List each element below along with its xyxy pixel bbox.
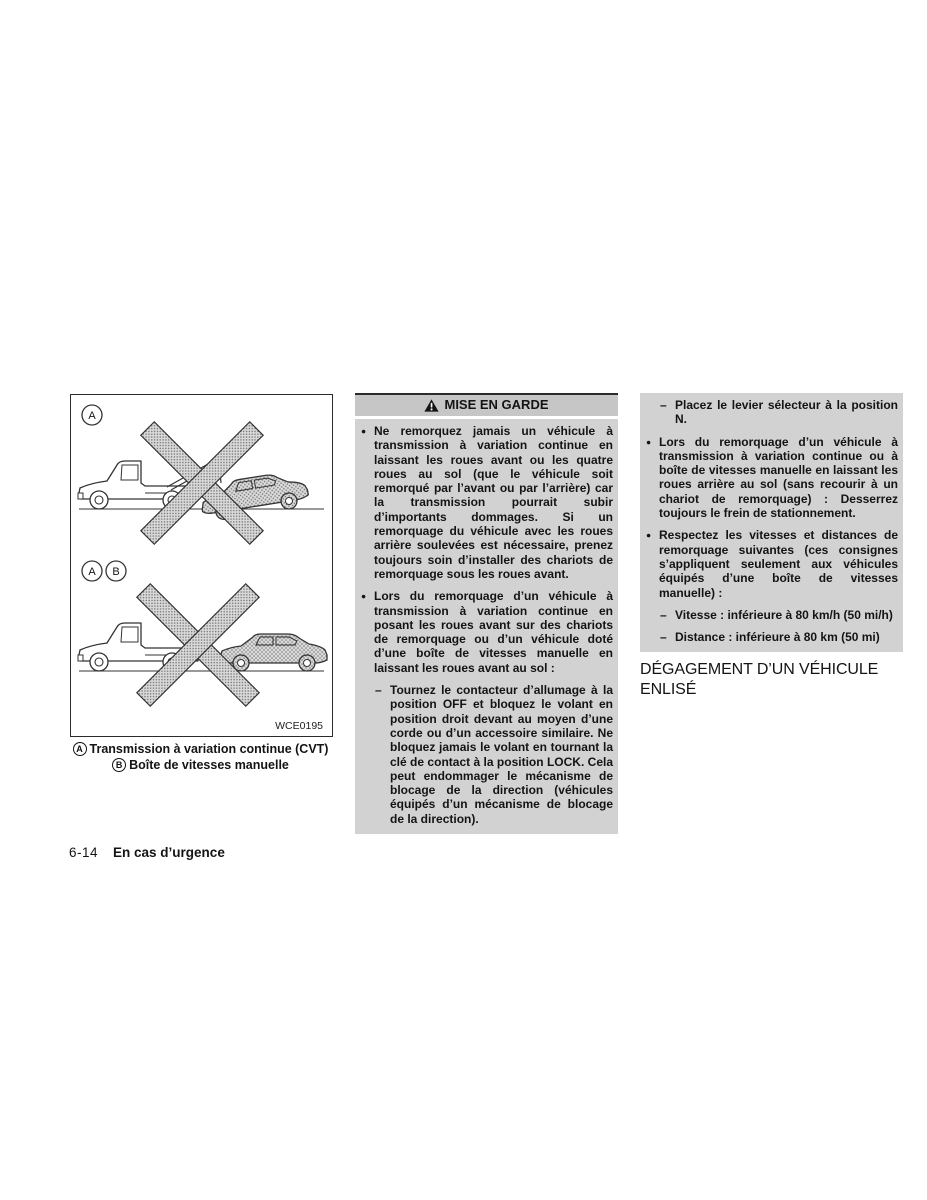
figure-caption-a-text: Transmission à variation continue (CVT) <box>89 742 329 756</box>
warning-cont-item-5-text: Distance : inférieure à 80 km (50 mi) <box>675 630 880 645</box>
warning-cont-item-2 <box>645 435 898 521</box>
warning-item-3-text: Tournez le contacteur d’allumage à la position OFF et bloquez le volant en position droit devant au moyen d’une corde ou d’un accessoire similaire. Ne bloquez jamais le volant en tournant la clé de contact à la position LOCK. Cela peut endommager le mécanisme de blocage de la direction (véhicules équipés d’un mécanisme de blocage de la direction). <box>390 683 613 826</box>
warning-item-2-text: Lors du remorquage d’un véhicule à transmission à variation continue en posant les roues avant sur des chariots de remorquage ou d’un véhicule doté d’une boîte de vitesses manuelle en laissant les roues avant au sol : <box>374 589 613 675</box>
warning-body <box>355 419 618 834</box>
warning-item-2 <box>360 589 613 675</box>
circled-a-icon: A <box>73 742 87 756</box>
dash-marker: – <box>660 398 667 412</box>
warning-cont-item-3 <box>645 528 898 599</box>
warning-title: MISE EN GARDE <box>444 397 549 413</box>
warning-body-continued <box>640 393 903 652</box>
figure-caption-b <box>60 757 341 773</box>
warning-item-3 <box>360 683 613 826</box>
footer-section-title: En cas d’urgence <box>113 845 225 860</box>
figure-label-a2: A <box>88 566 96 578</box>
bullet-marker: ● <box>361 591 367 602</box>
warning-item-1 <box>360 424 613 581</box>
warning-cont-item-1 <box>645 398 898 427</box>
page-number: 6-14 <box>69 845 99 860</box>
warning-cont-item-5 <box>645 630 898 644</box>
figure-caption <box>60 741 341 773</box>
warning-cont-item-2-text: Lors du remorquage d’un véhicule à transmission à variation continue ou à boîte de vitesses manuelle en laissant les roues arrière au sol (sans recourir à un chariot de remorquage) : Desserrez toujours le frein de stationnement. <box>659 434 898 521</box>
warning-cont-item-4 <box>645 608 898 622</box>
figure-label-b2: B <box>112 566 120 578</box>
bullet-marker: ● <box>361 426 367 436</box>
dash-marker: – <box>660 630 667 645</box>
figure-code: WCE0195 <box>275 720 323 732</box>
towing-diagram <box>71 395 332 736</box>
figure-towing-illustration <box>70 394 333 773</box>
figure-caption-b-text: Boîte de vitesses manuelle <box>129 758 289 772</box>
prohibited-x-2 <box>137 584 259 706</box>
page-footer <box>69 845 225 860</box>
section-heading: DÉGAGEMENT D’UN VÉHICULE ENLISÉ <box>640 661 879 698</box>
warning-item-1-text: Ne remorquez jamais un véhicule à transmission à variation continue en laissant les roues avant ou les quatre roues au sol (que le véhicule soit remorqué par l’avant ou par l’arrière) car la transmission pourrait subir d’importants dommages. Si un remorquage du véhicule avec les roues arrière soulevées est nécessaire, prenez toujours soin d’installer des chariots de remorquage sous les roues avant. <box>374 424 613 581</box>
right-column <box>640 393 903 699</box>
warning-cont-item-3-text: Respectez les vitesses et distances de remorquage suivantes (ces consignes s’appliquent seulement aux véhicules équipés d’une boîte de vitesses manuelle) : <box>659 528 898 600</box>
warning-header <box>355 393 618 416</box>
warning-cont-item-4-text: Vitesse : inférieure à 80 km/h (50 mi/h) <box>675 607 893 622</box>
warning-icon <box>424 399 439 412</box>
bullet-marker: ● <box>646 436 652 447</box>
warning-cont-item-1-text: Placez le levier sélecteur à la position N. <box>675 398 898 427</box>
figure-caption-a <box>60 741 341 757</box>
dash-marker: – <box>375 683 382 698</box>
circled-b-icon: B <box>112 758 126 772</box>
dash-marker: – <box>660 607 667 622</box>
bullet-marker: ● <box>646 530 652 541</box>
warning-box <box>355 393 618 834</box>
figure-frame <box>70 394 333 737</box>
figure-label-a1: A <box>88 410 96 422</box>
towed-car-2 <box>220 634 327 671</box>
